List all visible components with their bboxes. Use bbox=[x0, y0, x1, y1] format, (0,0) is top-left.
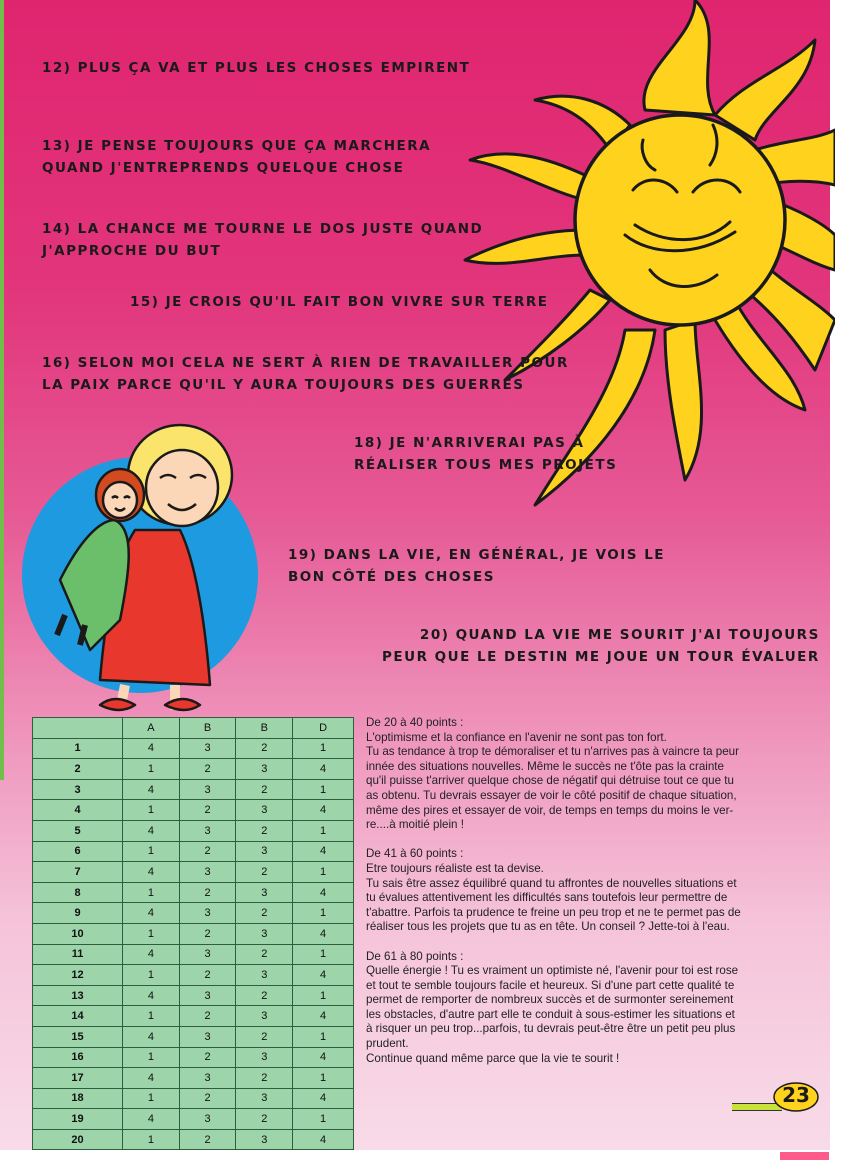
score-cell: 4 bbox=[123, 1026, 180, 1047]
score-row-number: 14 bbox=[33, 1006, 123, 1027]
score-row bbox=[33, 1068, 354, 1089]
question-16-line-1: 16) SELON MOI CELA NE SERT À RIEN DE TRAVAILLER POUR bbox=[42, 355, 569, 371]
score-cell: 1 bbox=[293, 985, 354, 1006]
header-cell-a: A bbox=[123, 718, 180, 739]
result-line: Etre toujours réaliste est ta devise. bbox=[366, 861, 544, 875]
question-19-line-2: BON CÔTÉ DES CHOSES bbox=[288, 569, 495, 585]
results-text bbox=[366, 716, 814, 1081]
score-cell: 2 bbox=[179, 965, 236, 986]
score-cell: 1 bbox=[123, 923, 180, 944]
score-cell: 3 bbox=[179, 779, 236, 800]
question-16-line-2: LA PAIX PARCE QU'IL Y AURA TOUJOURS DES GUERRES bbox=[42, 377, 525, 393]
result-line: De 20 à 40 points : bbox=[366, 716, 464, 729]
result-20-40 bbox=[366, 716, 814, 833]
question-13-line-2: QUAND J'ENTREPRENDS QUELQUE CHOSE bbox=[42, 160, 405, 176]
result-line: innée des situations nouvelles. Même le succès ne t'ôte pas la crainte bbox=[366, 759, 724, 773]
page-number: 23 bbox=[782, 1083, 810, 1107]
result-line: Quelle énergie ! Tu es vraiment un optimiste né, l'avenir pour toi est rose bbox=[366, 964, 739, 978]
result-line: re....à moitié plein ! bbox=[366, 818, 464, 832]
score-cell: 2 bbox=[236, 944, 293, 965]
question-14-line-2: J'APPROCHE DU BUT bbox=[42, 243, 222, 259]
score-row-number: 18 bbox=[33, 1088, 123, 1109]
question-12 bbox=[42, 57, 470, 79]
score-row-number: 7 bbox=[33, 862, 123, 883]
score-cell: 4 bbox=[293, 965, 354, 986]
score-cell: 3 bbox=[179, 738, 236, 759]
score-cell: 3 bbox=[179, 820, 236, 841]
score-cell: 4 bbox=[123, 862, 180, 883]
header-cell-b2: B bbox=[236, 718, 293, 739]
score-cell: 3 bbox=[179, 1109, 236, 1130]
score-cell: 3 bbox=[236, 1006, 293, 1027]
score-cell: 4 bbox=[293, 800, 354, 821]
result-line: qu'il puisse t'arriver quelque chose de négatif qui détruise tout ce que tu bbox=[366, 774, 734, 788]
score-cell: 4 bbox=[123, 985, 180, 1006]
score-cell: 2 bbox=[236, 862, 293, 883]
score-cell: 1 bbox=[123, 1088, 180, 1109]
score-cell: 4 bbox=[123, 903, 180, 924]
question-13 bbox=[42, 135, 431, 179]
score-cell: 1 bbox=[123, 965, 180, 986]
score-cell: 4 bbox=[293, 1047, 354, 1068]
question-15 bbox=[130, 291, 549, 313]
score-cell: 2 bbox=[179, 923, 236, 944]
score-cell: 2 bbox=[179, 759, 236, 780]
score-cell: 1 bbox=[123, 800, 180, 821]
question-20-line-1: 20) QUAND LA VIE ME SOURIT J'AI TOUJOURS bbox=[419, 627, 820, 643]
question-19-line-1: 19) DANS LA VIE, EN GÉNÉRAL, JE VOIS LE bbox=[288, 547, 666, 563]
score-row-number: 15 bbox=[33, 1026, 123, 1047]
score-cell: 1 bbox=[123, 882, 180, 903]
result-line: Continue quand même parce que la vie te sourit ! bbox=[366, 1051, 620, 1065]
score-cell: 3 bbox=[179, 985, 236, 1006]
score-cell: 4 bbox=[293, 882, 354, 903]
score-cell: 2 bbox=[236, 738, 293, 759]
score-cell: 1 bbox=[293, 738, 354, 759]
score-cell: 2 bbox=[236, 903, 293, 924]
result-line: as obtenu. Tu devrais essayer de voir le côté positif de chaque situation, bbox=[366, 788, 737, 802]
score-cell: 3 bbox=[179, 944, 236, 965]
result-line: prudent. bbox=[366, 1037, 409, 1051]
score-row-number: 4 bbox=[33, 800, 123, 821]
score-row-number: 19 bbox=[33, 1109, 123, 1130]
score-row-number: 11 bbox=[33, 944, 123, 965]
score-cell: 1 bbox=[293, 944, 354, 965]
score-row-number: 3 bbox=[33, 779, 123, 800]
score-cell: 4 bbox=[293, 1129, 354, 1150]
score-cell: 4 bbox=[293, 1006, 354, 1027]
score-cell: 1 bbox=[123, 759, 180, 780]
question-18 bbox=[354, 432, 617, 476]
result-line: Tu as tendance à trop te démoraliser et tu n'arrives pas à vaincre ta peur bbox=[366, 745, 739, 759]
score-cell: 3 bbox=[236, 882, 293, 903]
score-row bbox=[33, 1109, 354, 1130]
score-cell: 3 bbox=[236, 759, 293, 780]
question-19 bbox=[288, 544, 665, 588]
score-cell: 4 bbox=[293, 1088, 354, 1109]
question-15-line-1: 15) JE CROIS QU'IL FAIT BON VIVRE SUR TERRE bbox=[130, 294, 549, 310]
score-cell: 4 bbox=[123, 1068, 180, 1089]
score-cell: 3 bbox=[236, 841, 293, 862]
score-cell: 4 bbox=[123, 820, 180, 841]
score-cell: 4 bbox=[293, 923, 354, 944]
score-row-number: 6 bbox=[33, 841, 123, 862]
result-line: même des pires et essayer de voir, de temps en temps du moins le ver- bbox=[366, 803, 734, 817]
result-line: tu évalues attentivement les difficultés sans toutefois leur permettre de bbox=[366, 891, 728, 905]
score-cell: 2 bbox=[179, 800, 236, 821]
score-row bbox=[33, 944, 354, 965]
score-cell: 1 bbox=[123, 1129, 180, 1150]
score-cell: 2 bbox=[236, 1109, 293, 1130]
score-row-number: 2 bbox=[33, 759, 123, 780]
score-cell: 3 bbox=[236, 923, 293, 944]
question-20-line-2: PEUR QUE LE DESTIN ME JOUE UN TOUR ÉVALUER bbox=[382, 649, 820, 665]
score-row bbox=[33, 882, 354, 903]
question-12-line-1: 12) PLUS ÇA VA ET PLUS LES CHOSES EMPIRENT bbox=[42, 60, 471, 76]
question-18-line-1: 18) JE N'ARRIVERAI PAS À bbox=[354, 435, 585, 451]
score-cell: 1 bbox=[293, 1026, 354, 1047]
score-cell: 3 bbox=[179, 862, 236, 883]
score-cell: 1 bbox=[293, 862, 354, 883]
score-row bbox=[33, 800, 354, 821]
score-row-number: 12 bbox=[33, 965, 123, 986]
score-cell: 2 bbox=[236, 779, 293, 800]
score-row bbox=[33, 1006, 354, 1027]
result-line: t'abattre. Parfois ta prudence te freine un peu trop et ne te permet pas de bbox=[366, 905, 741, 919]
girl-with-doll-icon bbox=[20, 420, 270, 720]
score-cell: 2 bbox=[179, 882, 236, 903]
score-cell: 4 bbox=[123, 779, 180, 800]
score-cell: 2 bbox=[179, 1088, 236, 1109]
score-row bbox=[33, 1047, 354, 1068]
result-line: De 41 à 60 points : bbox=[366, 847, 464, 861]
result-line: Tu sais être assez équilibré quand tu affrontes de nouvelles situations et bbox=[366, 876, 737, 890]
score-row-number: 5 bbox=[33, 820, 123, 841]
score-row bbox=[33, 923, 354, 944]
result-line: L'optimisme et la confiance en l'avenir ne sont pas ton fort. bbox=[366, 730, 667, 744]
score-cell: 1 bbox=[293, 820, 354, 841]
score-row bbox=[33, 841, 354, 862]
score-cell: 1 bbox=[293, 779, 354, 800]
score-row bbox=[33, 903, 354, 924]
page-edge-strip bbox=[0, 0, 4, 780]
score-cell: 3 bbox=[179, 1068, 236, 1089]
score-cell: 2 bbox=[236, 1026, 293, 1047]
question-18-line-2: RÉALISER TOUS MES PROJETS bbox=[354, 457, 618, 473]
result-line: à risquer un peu trop...parfois, tu devrais peut-être être un petit peu plus bbox=[366, 1022, 736, 1036]
score-table-body bbox=[33, 738, 354, 1150]
score-row-number: 1 bbox=[33, 738, 123, 759]
question-16 bbox=[42, 352, 569, 396]
score-cell: 1 bbox=[123, 841, 180, 862]
score-cell: 2 bbox=[236, 1068, 293, 1089]
score-cell: 1 bbox=[293, 903, 354, 924]
score-cell: 4 bbox=[123, 944, 180, 965]
score-row bbox=[33, 779, 354, 800]
score-cell: 3 bbox=[236, 1047, 293, 1068]
score-cell: 3 bbox=[179, 903, 236, 924]
result-61-80 bbox=[366, 950, 814, 1067]
score-row-number: 20 bbox=[33, 1129, 123, 1150]
score-cell: 4 bbox=[123, 738, 180, 759]
score-cell: 1 bbox=[123, 1006, 180, 1027]
score-cell: 1 bbox=[123, 1047, 180, 1068]
result-line: réaliser tous les projets que tu as en tête. Un conseil ? Jette-toi à l'eau. bbox=[366, 920, 730, 934]
question-13-line-1: 13) JE PENSE TOUJOURS QUE ÇA MARCHERA bbox=[42, 138, 432, 154]
score-row-number: 10 bbox=[33, 923, 123, 944]
score-cell: 2 bbox=[236, 820, 293, 841]
score-cell: 2 bbox=[179, 1129, 236, 1150]
score-cell: 3 bbox=[236, 1129, 293, 1150]
score-row-number: 8 bbox=[33, 882, 123, 903]
score-row-number: 17 bbox=[33, 1068, 123, 1089]
score-row bbox=[33, 738, 354, 759]
score-cell: 2 bbox=[236, 985, 293, 1006]
score-cell: 3 bbox=[236, 1088, 293, 1109]
result-line: permet de remporter de nombreux succès et de surmonter sereinement bbox=[366, 993, 734, 1007]
question-20 bbox=[382, 624, 820, 668]
score-row-number: 9 bbox=[33, 903, 123, 924]
score-row bbox=[33, 1129, 354, 1150]
bottom-color-strip bbox=[780, 1152, 829, 1160]
score-cell: 4 bbox=[123, 1109, 180, 1130]
score-cell: 2 bbox=[179, 1047, 236, 1068]
result-41-60 bbox=[366, 847, 814, 935]
result-line: De 61 à 80 points : bbox=[366, 949, 464, 963]
score-row bbox=[33, 759, 354, 780]
result-line: et tout te semble toujours facile et heureux. Si d'une part cette qualité te bbox=[366, 978, 735, 992]
header-cell-blank bbox=[33, 718, 123, 739]
score-cell: 4 bbox=[293, 759, 354, 780]
question-14 bbox=[42, 218, 483, 262]
score-cell: 3 bbox=[236, 800, 293, 821]
score-table bbox=[32, 717, 354, 1150]
score-cell: 1 bbox=[293, 1068, 354, 1089]
score-cell: 2 bbox=[179, 1006, 236, 1027]
score-cell: 3 bbox=[236, 965, 293, 986]
score-row bbox=[33, 820, 354, 841]
header-cell-b1: B bbox=[179, 718, 236, 739]
score-table-header bbox=[33, 718, 354, 739]
question-14-line-1: 14) LA CHANCE ME TOURNE LE DOS JUSTE QUAND bbox=[42, 221, 484, 237]
score-cell: 3 bbox=[179, 1026, 236, 1047]
score-row-number: 13 bbox=[33, 985, 123, 1006]
score-cell: 4 bbox=[293, 841, 354, 862]
score-cell: 2 bbox=[179, 841, 236, 862]
score-row-number: 16 bbox=[33, 1047, 123, 1068]
score-row bbox=[33, 1088, 354, 1109]
score-row bbox=[33, 965, 354, 986]
result-line: les obstacles, d'autre part elle te conduit à sous-estimer les situations et bbox=[366, 1007, 735, 1021]
score-row bbox=[33, 862, 354, 883]
score-row bbox=[33, 1026, 354, 1047]
header-cell-d: D bbox=[293, 718, 354, 739]
score-row bbox=[33, 985, 354, 1006]
score-cell: 1 bbox=[293, 1109, 354, 1130]
